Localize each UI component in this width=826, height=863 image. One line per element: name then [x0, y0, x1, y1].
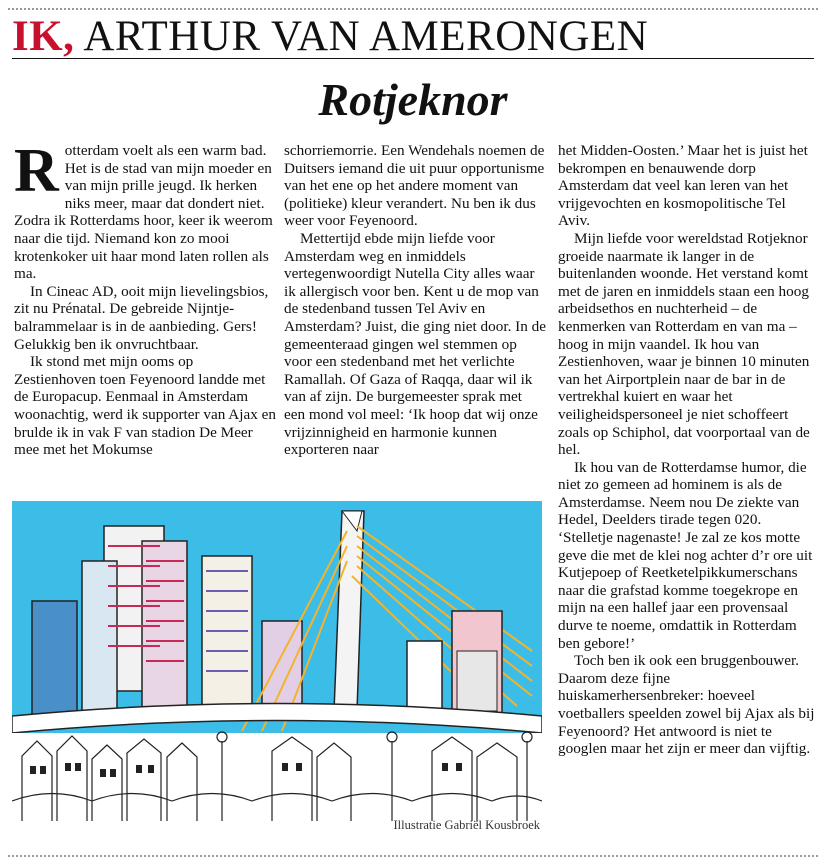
paragraph: het Midden-Oosten.’ Maar het is juist het bekrompen en benauwende dorp Amsterdam dat veel kan leren van het vrijgevochten en kosmopolitische Tel Aviv. — [558, 142, 808, 230]
header-rule — [12, 58, 814, 59]
paragraph: schorriemorrie. Een Wendehals noemen de Duitsers iemand die uit puur opportunisme van het ene op het andere moment van (politieke) kleur verandert. Nu ben ik dus weer voor Feyenoord. — [284, 142, 545, 230]
text-column-2 — [284, 142, 546, 459]
paragraph: Ik stond met mijn ooms op Zestienhoven toen Feyenoord landde met de Europacup. Eenmaal in Amsterdam woonachtig, werd ik supporter van Ajax en brulde ik in vak F van stadion De Meer mee met het Mokumse — [14, 353, 276, 459]
column-label: IK, — [12, 13, 75, 60]
illustration-rotterdam-skyline — [12, 501, 542, 821]
paragraph: Toch ben ik ook een bruggenbouwer. Daarom deze fijne huiskamerhersenbreker: hoeveel voetballers speelden zowel bij Ajax als bij Feyenoord? Het antwoord is niet te googlen maar het zijn er meer dan vijftig. — [558, 652, 815, 758]
paragraph: In Cineac AD, ooit mijn lievelingsbios, zit nu Prénatal. De gebreide Nijntje-balrammelaar is in de aanbieding. Gers! Gelukkig ben ik onvruchtbaar. — [14, 282, 269, 353]
paragraph: Mettertijd ebde mijn liefde voor Amsterdam weg en inmiddels vertegenwoordigt Nutella City alles waar ik allergisch voor ben. Kent u de mop van de stedenband tussen Tel Aviv en Amsterdam? Juist, die ging niet door. In de gemeenteraad gingen wel stemmen op voor een stedenband met het verlichte Ramallah. Of Gaza of Raqqa, daar wil ik van af zijn. De burgemeester sprak met een mond vol meel: ‘Ik hoop dat wij onze vrijzinnigheid en harmonie kunnen exporteren naar — [284, 229, 546, 459]
drop-cap: R — [14, 137, 59, 205]
column-header — [12, 14, 812, 60]
paragraph: Ik hou van de Rotterdamse humor, die niet zo gemeen ad hominem is als de Amsterdamse. Neem nou De ziekte van Hedel, Deelders tirade tegen 020. ‘Stelletje nagenaste! Je zal ze kos motte geve die met de klei nog achter d’r ore uit Kutjepoep of Reetketelpikkumerschans naar die grafstad komme toegekrope en mijn na een hallef jaar een provensaal durve te noeme, omdattik in Rotterdam ben gebore!’ — [558, 458, 813, 652]
text-column-1 — [14, 137, 276, 459]
illustration-caption: Illustratie Gabriël Kousbroek — [393, 818, 540, 832]
top-dotted-rule — [8, 8, 818, 10]
paragraph: Mijn liefde voor wereldstad Rotjeknor groeide naarmate ik langer in de buitenlanden woonde. Het verstand komt met de jaren en inmiddels staan een hoog arbeidsethos en nuchterheid – de kenmerken van Rotterdam en van ma – hoog in mijn vaandel. Ik hou van Zestienhoven, waar je binnen 10 minuten van het Airportplein naar de bar in de vertrekhal kuiert en waar het veiligheidspersoneel je niet schoffeert zoals op Schiphol, dat voorportaal van de hel. — [558, 229, 810, 459]
article-title: Rotjeknor — [318, 74, 508, 125]
paragraph: Rotterdam voelt als een warm bad. Het is de stad van mijn moeder en van mijn prille jeugd. Ik herken niks meer, maar dat dondert niet. Zodra ik Rotterdams hoor, keer ik weerom naar die tijd. Niemand kon zo mooi krotenkoker uit haar mond laten rollen als ma. — [14, 137, 273, 283]
author-name: ARTHUR VAN AMERONGEN — [83, 13, 649, 60]
text-column-3 — [558, 142, 818, 758]
bottom-dotted-rule — [8, 855, 818, 857]
